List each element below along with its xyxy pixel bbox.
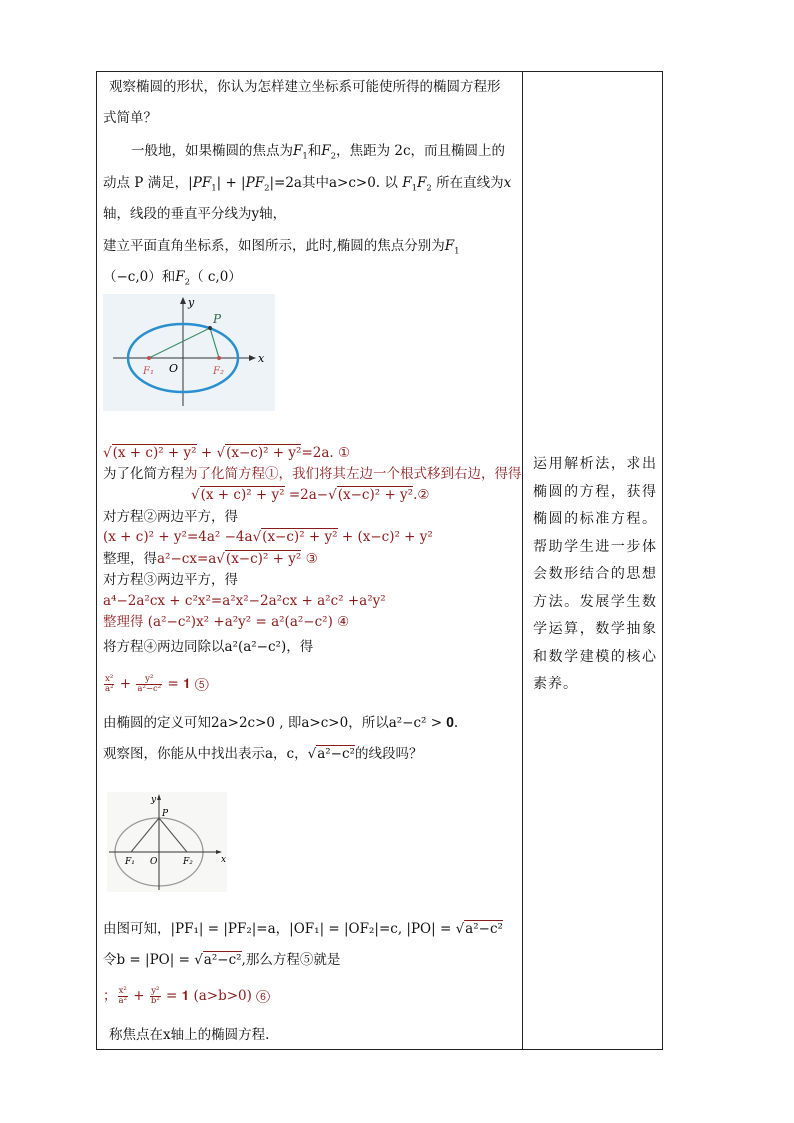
foci-coords-line: （−c,0）和$F_2$（ c,0） <box>103 269 242 288</box>
define-b-line: 令b = |PO| = √a²−c²,那么方程⑤就是 <box>103 952 341 968</box>
content-column <box>97 72 522 1049</box>
lesson-table <box>96 71 663 1050</box>
fig1-label-x: x <box>258 352 265 365</box>
definition-inference: 由椭圆的定义可知2a>2c>0 , 即a>c>0，所以a²−c² > 𝟎. <box>103 715 459 731</box>
equation-1: √(x + c)² + y² + √(x−c)² + y²=2a. ① <box>103 445 351 461</box>
equation-2: √(x + c)² + y² =2a−√(x−c)² + y².② <box>191 487 430 503</box>
fig2-label-f2: F₂ <box>183 857 193 867</box>
fig1-label-f2: F₂ <box>213 366 224 377</box>
divide-line: 将方程④两边同除以a²(a²−c²)，得 <box>103 639 314 655</box>
fig1-label-y: y <box>188 296 195 309</box>
intro-line-1: 观察椭圆的形状，你认为怎样建立坐标系可能使所得的椭圆方程形 <box>109 79 501 95</box>
square-step-1: 对方程②两边平方，得 <box>103 509 238 525</box>
definition-line: 动点 P 满足，$|PF_1| + |PF_2|=2a$其中a>c>0. 以 $F_1F_2$ 所在直线为x <box>103 175 512 194</box>
equation-3-simplified: 整理，得a²−cx=a√(x−c)² + y² ③ <box>103 551 318 567</box>
focus-line: 一般地，如果椭圆的焦点为$F_1$和$F_2$，焦距为 2c，而且椭圆上的 <box>131 143 506 162</box>
equation-6: $\frac{\text{x²}}{\text{a²}}$ + $\frac{\text{y²}}{\text{a²−c²}}$ = 𝟏 ⑤ <box>105 674 209 694</box>
ellipse-figure-1 <box>103 294 275 411</box>
equation-4: a⁴−2a²cx + c²x²=a²x²−2a²cx + a²c² +a²y² <box>103 593 386 609</box>
ellipse-figure-2 <box>107 792 227 892</box>
fig2-label-x: x <box>221 855 227 865</box>
fig1-label-f1: F₁ <box>143 366 154 377</box>
fig1-label-p: P <box>213 312 222 326</box>
fig2-label-f1: F₁ <box>125 857 135 867</box>
equation-3: (x + c)² + y²=4a² −4a√(x−c)² + y² + (x−c)² + y² <box>103 529 433 545</box>
equation-7: ； $\frac{\text{x²}}{\text{a²}}$ + $\frac{\text{y²}}{\text{b²}}$ = 𝟏 (a>b>0) ⑥ <box>103 986 270 1006</box>
figure-observation: 由图可知，|PF₁| = |PF₂|=a，|OF₁| = |OF₂|=c, |PO| = √a²−c² <box>103 921 503 937</box>
fig2-label-o: O <box>150 857 158 867</box>
design-intent-text: 运用解析法，求出椭圆的方程，获得椭圆的标准方程。帮助学生进一步体会数形结合的思想方法。发展学生数学运算，数学抽象和数学建模的核心素养。 <box>533 456 657 692</box>
equation-5: 整理得 (a²−c²)x² +a²y² = a²(a²−c²) ④ <box>103 614 350 630</box>
simplify-line: 为了化简方程为了化简方程①，我们将其左边一个根式移到右边，得得 <box>103 466 522 482</box>
coord-line: 建立平面直角坐标系，如图所示，此时,椭圆的焦点分别为$F_1$ <box>103 238 460 257</box>
square-step-2: 对方程③两边平方，得 <box>103 572 238 588</box>
fig2-label-y: y <box>151 795 157 805</box>
commentary-column <box>523 72 663 1049</box>
intro-line-2: 式简单？ <box>103 110 157 126</box>
fig1-label-o: O <box>169 362 179 375</box>
observe-question: 观察图，你能从中找出表示a，c，√a²−c²的线段吗？ <box>103 746 423 762</box>
fig2-label-p: P <box>162 809 169 819</box>
axis-line: 轴，线段的垂直平分线为y轴， <box>103 206 287 222</box>
conclusion-line: 称焦点在x轴上的椭圆方程. <box>109 1027 270 1043</box>
